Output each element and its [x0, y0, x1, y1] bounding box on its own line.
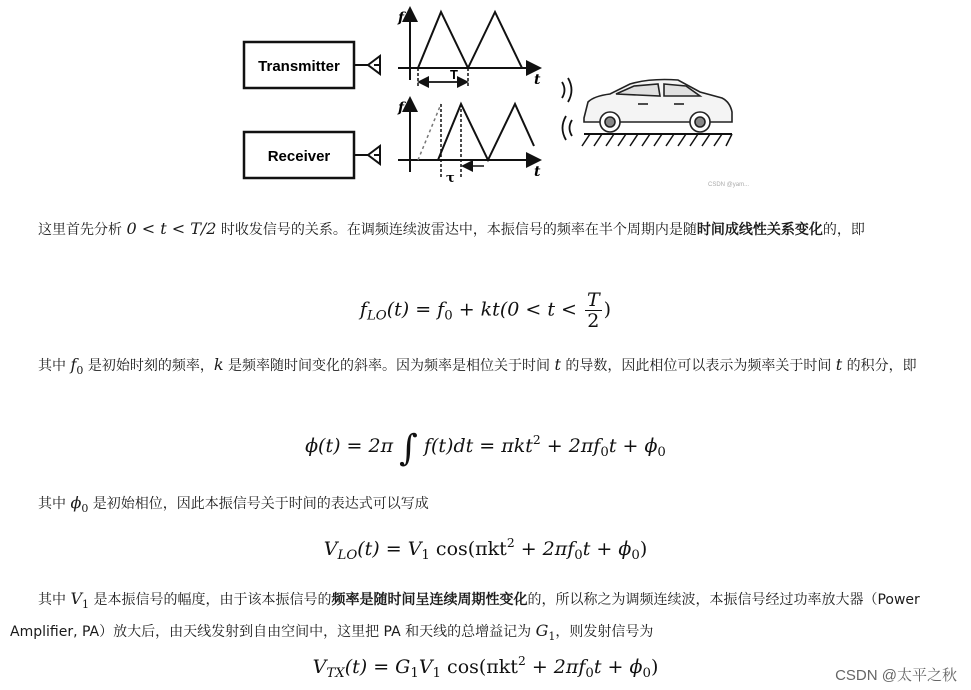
figure-watermark: CSDN @yam...	[708, 182, 750, 188]
integral-sign: ∫	[399, 428, 418, 469]
paragraph-4: 其中 $V_1$ 是本振信号的幅度，由于该本振信号的频率是随时间呈连续周期性变化的，所以称之为调频连续波，本振信号经过功率放大器（Power Amplifier, PA）放大后，由天线发射到自由空间中，这里把 PA 和天线的总增益记为 $G_1$，则发射信号为	[10, 589, 920, 643]
receiver-label: Receiver	[267, 148, 331, 165]
equation-1: $f_{LO}(t) = f_0 + kt(0 < t$ < $\frac{T}{2}$ )	[359, 289, 612, 332]
f-axis-label-top: f	[398, 10, 405, 26]
return-wave-icon	[563, 116, 573, 140]
period-label: T	[450, 67, 458, 82]
transmitter-label: Transmitter	[258, 58, 340, 75]
outgoing-wave-icon	[562, 78, 572, 102]
t-axis-label-top: t	[534, 72, 541, 88]
receive-antenna-icon	[368, 146, 380, 164]
transmitted-chirp	[418, 12, 522, 68]
equation-3: $V_{LO}(t) = V_1$ $\cos(\pi kt^2 + 2\pi f_0t + \phi_0)$	[323, 536, 648, 563]
paragraph-1: 这里首先分析 0 < t < T/2 时收发信号的关系。在调频连续波雷达中，本振信号的频率在半个周期内是随时间成线性关系变化的，即	[38, 219, 865, 238]
inline-math-range: 0 < t < T/2	[126, 219, 217, 238]
emphasis-linear: 时间成线性关系变化	[696, 222, 823, 238]
car-icon	[584, 80, 732, 133]
equation-2: ϕ(t) = 2π ∫ $f(t)dt = \pi kt^2 + 2\pi f_0t + \phi_0$	[305, 428, 666, 469]
delay-label: τ	[446, 171, 455, 186]
csdn-watermark: CSDN @太平之秋	[835, 667, 957, 684]
t-axis-label-bottom: t	[534, 164, 541, 180]
equation-4: $V_{TX}(t) = G_1V_1$ $\cos(\pi kt^2 + 2\pi f_0t + \phi_0)$	[312, 654, 659, 681]
paragraph-2: 其中 $f_0$ 是初始时刻的频率，k 是频率随时间变化的斜率。因为频率是相位关于时间 t 的导数，因此相位可以表示为频率关于时间 t 的积分，即	[38, 355, 917, 377]
fmcw-diagram	[238, 0, 758, 192]
fmcw-radar-figure	[238, 0, 758, 192]
f-axis-label-bottom: f	[398, 100, 405, 116]
emphasis-periodic: 频率是随时间呈连续周期性变化	[331, 592, 528, 608]
transmit-antenna-icon	[368, 56, 380, 74]
paragraph-3: 其中 $\phi_0$ 是初始相位，因此本振信号关于时间的表达式可以写成	[38, 493, 429, 515]
reference-chirp	[418, 104, 441, 160]
received-chirp	[438, 104, 534, 160]
ground-hatch	[582, 134, 732, 146]
